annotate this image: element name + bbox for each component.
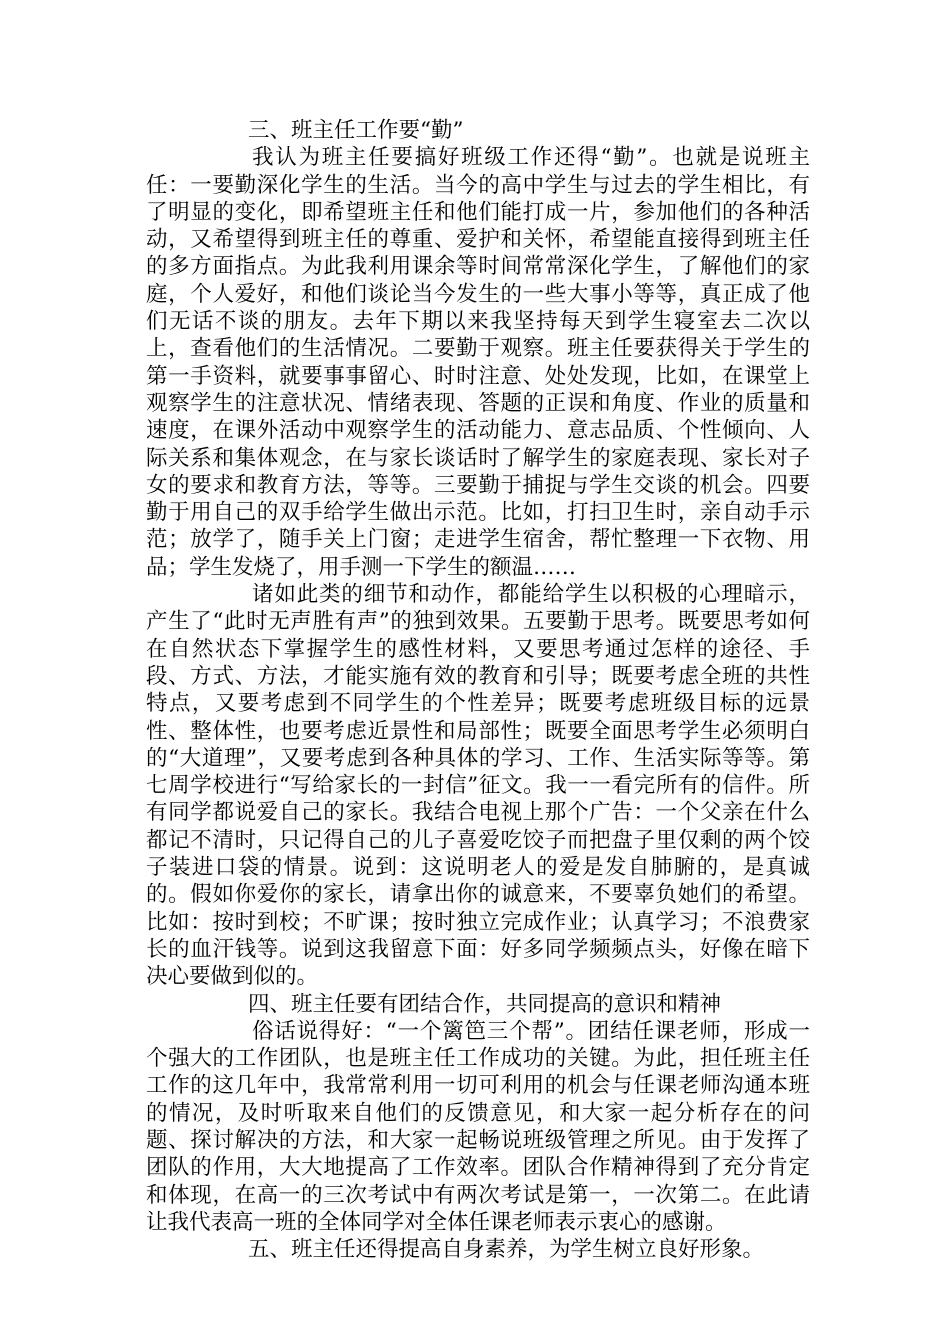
section-3-paragraph-1: 我认为班主任要搞好班级工作还得“勤”。也就是说班主任：一要勤深化学生的生活。当今的高中学生与过去的学生相比，有了明显的变化，即希望班主任和他们能打成一片，参加他们的各种活动，又希望得到班主任的尊重、爱护和关怀，希望能直接得到班主任的多方面指点。为此我利用课余等时间常常深化学生，了解他们的家庭，个人爱好，和他们谈论当今发生的一些大事小等等，真正成了他们无话不谈的朋友。去年下期以来我坚持每天到学生寝室去二次以上，查看他们的生活情况。二要勤于观察。班主任要获得关于学生的第一手资料，就要事事留心、时时注意、处处发现，比如，在课堂上观察学生的注意状况、情绪表现、答题的正误和角度、作业的质量和速度，在课外活动中观察学生的活动能力、意志品质、个性倾向、人际关系和集体观念，在与家长谈话时了解学生的家庭表现、家长对子女的要求和教育方法，等等。三要勤于捕捉与学生交谈的机会。四要勤于用自己的双手给学生做出示范。比如，打扫卫生时，亲自动手示范；放学了，随手关上门窗；走进学生宿舍，帮忙整理一下衣物、用品；学生发烧了，用手测一下学生的额温…… (146, 145, 810, 580)
section-heading-5: 五、班主任还得提高自身素养，为学生树立良好形象。 (248, 1237, 765, 1263)
section-4-paragraph-1: 俗话说得好：“一个篱笆三个帮”。团结任课老师，形成一个强大的工作团队，也是班主任工作成功的关键。为此，担任班主任工作的这几年中，我常常利用一切可利用的机会与任课老师沟通本班的情况，及时听取来自他们的反馈意见，和大家一起分析存在的问题、探讨解决的方法，和大家一起畅说班级管理之所见。由于发挥了团队的作用，大大地提高了工作效率。团队合作精神得到了充分肯定和体现，在高一的三次考试中有两次考试是第一，一次第二。在此请让我代表高一班的全体同学对全体任课老师表示衷心的感谢。 (146, 1018, 810, 1235)
section-3-paragraph-2: 诸如此类的细节和动作，都能给学生以积极的心理暗示，产生了“此时无声胜有声”的独到效果。五要勤于思考。既要思考如何在自然状态下掌握学生的感性材料，又要思考通过怎样的途径、手段、方式、方法，才能实施有效的教育和引导；既要考虑全班的共性特点，又要考虑到不同学生的个性差异；既要考虑班级目标的远景性、整体性，也要考虑近景性和局部性；既要全面思考学生必须明白的“大道理”，又要考虑到各种具体的学习、工作、生活实际等等。第七周学校进行“写给家长的一封信”征文。我一一看完所有的信件。所有同学都说爱自己的家长。我结合电视上那个广告：一个父亲在什么都记不清时，只记得自己的儿子喜爱吃饺子而把盘子里仅剩的两个饺子装进口袋的情景。说到：这说明老人的爱是发自肺腑的，是真诚的。假如你爱你的家长，请拿出你的诚意来，不要辜负她们的希望。比如：按时到校；不旷课；按时独立完成作业；认真学习；不浪费家长的血汗钱等。说到这我留意下面：好多同学频频点头，好像在暗下决心要做到似的。 (146, 582, 810, 990)
document-body (146, 117, 810, 1263)
section-heading-4: 四、班主任要有团结合作，共同提高的意识和精神 (248, 991, 722, 1017)
section-heading-3: 三、班主任工作要“勤” (248, 118, 464, 143)
